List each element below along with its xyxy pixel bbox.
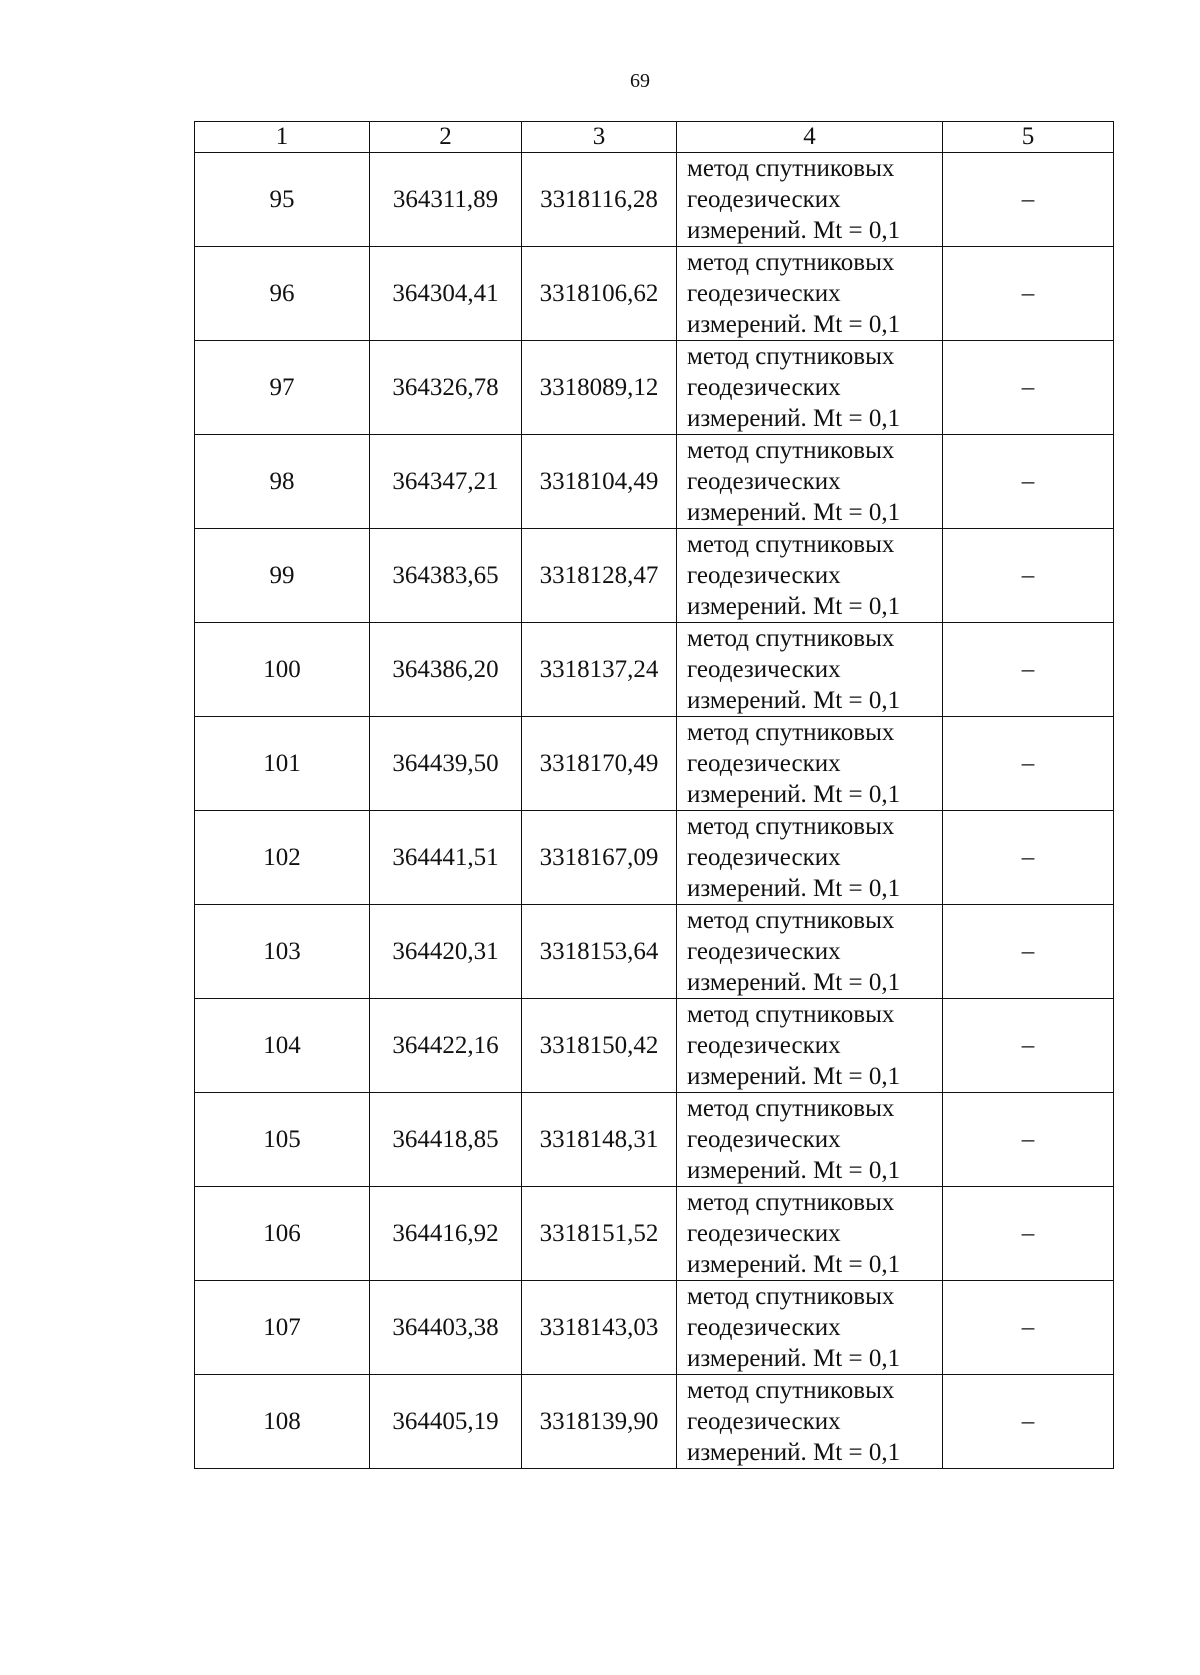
method-line: геодезических <box>687 1408 841 1435</box>
method-line: измерений. Mt = 0,1 <box>687 969 901 996</box>
point-number-cell: 100 <box>195 623 370 717</box>
note-cell: – <box>943 1093 1114 1187</box>
method-line: метод спутниковых <box>687 1189 895 1216</box>
method-line: геодезических <box>687 562 841 589</box>
x-coordinate-cell: 364405,19 <box>370 1375 522 1469</box>
point-number-cell: 107 <box>195 1281 370 1375</box>
table-row <box>195 811 1114 905</box>
y-coordinate-cell: 3318106,62 <box>522 247 677 341</box>
method-line: метод спутниковых <box>687 343 895 370</box>
method-line: геодезических <box>687 844 841 871</box>
method-line: измерений. Mt = 0,1 <box>687 593 901 620</box>
method-line: метод спутниковых <box>687 1283 895 1310</box>
table-row <box>195 247 1114 341</box>
point-number-cell: 104 <box>195 999 370 1093</box>
x-coordinate-cell: 364416,92 <box>370 1187 522 1281</box>
x-coordinate-cell: 364422,16 <box>370 999 522 1093</box>
header-cell: 4 <box>677 122 943 153</box>
y-coordinate-cell: 3318139,90 <box>522 1375 677 1469</box>
page-number: 69 <box>630 70 650 92</box>
method-line: метод спутниковых <box>687 1377 895 1404</box>
method-line: измерений. Mt = 0,1 <box>687 1063 901 1090</box>
method-line: измерений. Mt = 0,1 <box>687 1345 901 1372</box>
method-line: метод спутниковых <box>687 625 895 652</box>
note-cell: – <box>943 529 1114 623</box>
table-row <box>195 341 1114 435</box>
method-line: метод спутниковых <box>687 249 895 276</box>
point-number-cell: 98 <box>195 435 370 529</box>
method-line: измерений. Mt = 0,1 <box>687 217 901 244</box>
table-row <box>195 1187 1114 1281</box>
method-line: метод спутниковых <box>687 531 895 558</box>
note-cell: – <box>943 811 1114 905</box>
method-cell <box>677 811 943 905</box>
method-cell <box>677 247 943 341</box>
x-coordinate-cell: 364347,21 <box>370 435 522 529</box>
method-line: измерений. Mt = 0,1 <box>687 687 901 714</box>
method-line: метод спутниковых <box>687 1001 895 1028</box>
method-line: метод спутниковых <box>687 155 895 182</box>
x-coordinate-cell: 364439,50 <box>370 717 522 811</box>
method-line: метод спутниковых <box>687 907 895 934</box>
table-header-row <box>195 122 1114 153</box>
method-line: геодезических <box>687 1314 841 1341</box>
method-cell <box>677 623 943 717</box>
y-coordinate-cell: 3318089,12 <box>522 341 677 435</box>
header-cell: 3 <box>522 122 677 153</box>
method-line: метод спутниковых <box>687 1095 895 1122</box>
method-line: метод спутниковых <box>687 719 895 746</box>
header-cell: 5 <box>943 122 1114 153</box>
table-row <box>195 999 1114 1093</box>
method-cell <box>677 529 943 623</box>
method-line: геодезических <box>687 750 841 777</box>
method-line: геодезических <box>687 468 841 495</box>
y-coordinate-cell: 3318137,24 <box>522 623 677 717</box>
method-line: геодезических <box>687 1220 841 1247</box>
y-coordinate-cell: 3318150,42 <box>522 999 677 1093</box>
y-coordinate-cell: 3318151,52 <box>522 1187 677 1281</box>
table-row <box>195 717 1114 811</box>
point-number-cell: 103 <box>195 905 370 999</box>
y-coordinate-cell: 3318128,47 <box>522 529 677 623</box>
note-cell: – <box>943 435 1114 529</box>
point-number-cell: 106 <box>195 1187 370 1281</box>
y-coordinate-cell: 3318143,03 <box>522 1281 677 1375</box>
point-number-cell: 96 <box>195 247 370 341</box>
y-coordinate-cell: 3318170,49 <box>522 717 677 811</box>
method-line: измерений. Mt = 0,1 <box>687 781 901 808</box>
header-cell: 2 <box>370 122 522 153</box>
y-coordinate-cell: 3318167,09 <box>522 811 677 905</box>
method-cell <box>677 1281 943 1375</box>
table-row <box>195 623 1114 717</box>
point-number-cell: 105 <box>195 1093 370 1187</box>
point-number-cell: 97 <box>195 341 370 435</box>
point-number-cell: 101 <box>195 717 370 811</box>
table-row <box>195 1375 1114 1469</box>
table-row <box>195 1281 1114 1375</box>
method-cell <box>677 999 943 1093</box>
x-coordinate-cell: 364383,65 <box>370 529 522 623</box>
y-coordinate-cell: 3318153,64 <box>522 905 677 999</box>
x-coordinate-cell: 364311,89 <box>370 153 522 247</box>
note-cell: – <box>943 153 1114 247</box>
x-coordinate-cell: 364418,85 <box>370 1093 522 1187</box>
method-cell <box>677 1187 943 1281</box>
method-line: геодезических <box>687 938 841 965</box>
method-cell <box>677 341 943 435</box>
x-coordinate-cell: 364420,31 <box>370 905 522 999</box>
point-number-cell: 95 <box>195 153 370 247</box>
note-cell: – <box>943 1375 1114 1469</box>
method-line: измерений. Mt = 0,1 <box>687 875 901 902</box>
method-line: метод спутниковых <box>687 813 895 840</box>
method-line: измерений. Mt = 0,1 <box>687 1251 901 1278</box>
method-line: геодезических <box>687 374 841 401</box>
point-number-cell: 99 <box>195 529 370 623</box>
method-cell <box>677 1375 943 1469</box>
method-line: геодезических <box>687 656 841 683</box>
note-cell: – <box>943 717 1114 811</box>
method-line: геодезических <box>687 280 841 307</box>
x-coordinate-cell: 364441,51 <box>370 811 522 905</box>
x-coordinate-cell: 364304,41 <box>370 247 522 341</box>
table-row <box>195 153 1114 247</box>
method-cell <box>677 153 943 247</box>
y-coordinate-cell: 3318148,31 <box>522 1093 677 1187</box>
note-cell: – <box>943 247 1114 341</box>
method-line: метод спутниковых <box>687 437 895 464</box>
point-number-cell: 102 <box>195 811 370 905</box>
note-cell: – <box>943 623 1114 717</box>
note-cell: – <box>943 341 1114 435</box>
table-row <box>195 529 1114 623</box>
method-line: геодезических <box>687 1032 841 1059</box>
note-cell: – <box>943 1281 1114 1375</box>
method-cell <box>677 1093 943 1187</box>
method-line: измерений. Mt = 0,1 <box>687 1157 901 1184</box>
note-cell: – <box>943 999 1114 1093</box>
note-cell: – <box>943 1187 1114 1281</box>
method-line: измерений. Mt = 0,1 <box>687 499 901 526</box>
method-line: измерений. Mt = 0,1 <box>687 1439 901 1466</box>
table-row <box>195 905 1114 999</box>
method-line: измерений. Mt = 0,1 <box>687 405 901 432</box>
x-coordinate-cell: 364386,20 <box>370 623 522 717</box>
method-cell <box>677 717 943 811</box>
table-row <box>195 1093 1114 1187</box>
y-coordinate-cell: 3318116,28 <box>522 153 677 247</box>
coordinates-table <box>194 121 1114 1469</box>
method-cell <box>677 905 943 999</box>
method-line: измерений. Mt = 0,1 <box>687 311 901 338</box>
method-cell <box>677 435 943 529</box>
method-line: геодезических <box>687 1126 841 1153</box>
point-number-cell: 108 <box>195 1375 370 1469</box>
method-line: геодезических <box>687 186 841 213</box>
x-coordinate-cell: 364326,78 <box>370 341 522 435</box>
y-coordinate-cell: 3318104,49 <box>522 435 677 529</box>
table-row <box>195 435 1114 529</box>
header-cell: 1 <box>195 122 370 153</box>
x-coordinate-cell: 364403,38 <box>370 1281 522 1375</box>
note-cell: – <box>943 905 1114 999</box>
